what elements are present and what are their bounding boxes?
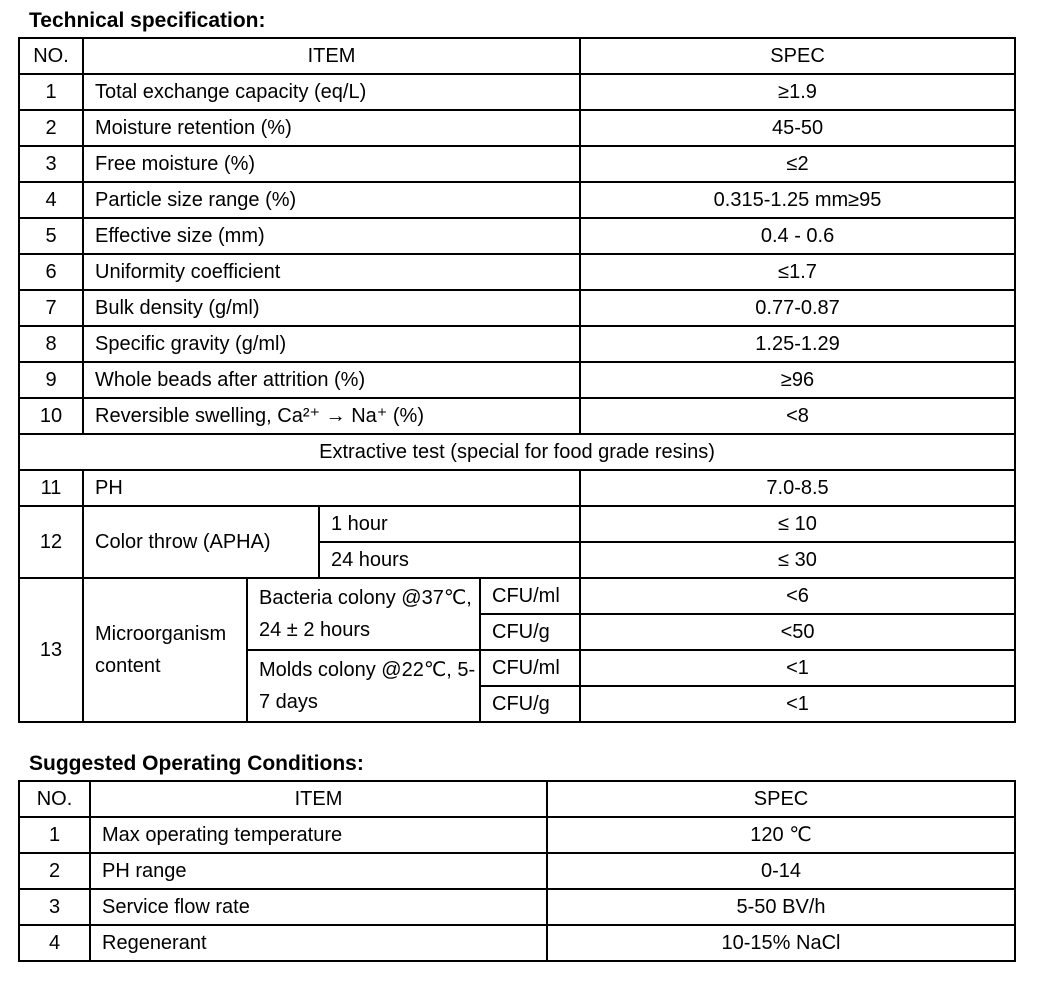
row-no: 1 bbox=[19, 817, 90, 853]
row-no: 4 bbox=[19, 182, 83, 218]
table-row bbox=[19, 74, 1015, 110]
header-item: ITEM bbox=[90, 781, 547, 817]
operating-conditions-table bbox=[18, 780, 1016, 962]
row-no: 8 bbox=[19, 326, 83, 362]
row-spec: ≤ 30 bbox=[580, 542, 1015, 578]
row-no: 3 bbox=[19, 889, 90, 925]
header-item: ITEM bbox=[83, 38, 580, 74]
header-spec: SPEC bbox=[580, 38, 1015, 74]
row-no: 5 bbox=[19, 218, 83, 254]
row-spec: <1 bbox=[580, 686, 1015, 722]
row-item: PH bbox=[83, 470, 580, 506]
row-item: Bulk density (g/ml) bbox=[83, 290, 580, 326]
unit-cell: CFU/ml bbox=[480, 650, 580, 686]
table-row bbox=[19, 110, 1015, 146]
row-spec: 5-50 BV/h bbox=[547, 889, 1015, 925]
table-row bbox=[19, 218, 1015, 254]
row-item: Moisture retention (%) bbox=[83, 110, 580, 146]
table-row bbox=[19, 398, 1015, 434]
row-item: PH range bbox=[90, 853, 547, 889]
molds-colony-label: Molds colony @22℃, 5-7 days bbox=[247, 650, 480, 722]
row-no: 7 bbox=[19, 290, 83, 326]
color-throw-item: Color throw (APHA) bbox=[83, 506, 319, 578]
row-item: Reversible swelling, Ca²⁺ → Na⁺ (%) bbox=[83, 398, 580, 434]
row-spec: 120 ℃ bbox=[547, 817, 1015, 853]
table-row bbox=[19, 470, 1015, 506]
table-row bbox=[19, 182, 1015, 218]
row-spec: <8 bbox=[580, 398, 1015, 434]
unit-cell: CFU/ml bbox=[480, 578, 580, 614]
row-spec: 0.77-0.87 bbox=[580, 290, 1015, 326]
row-item: Specific gravity (g/ml) bbox=[83, 326, 580, 362]
row-spec: 45-50 bbox=[580, 110, 1015, 146]
row-no: 11 bbox=[19, 470, 83, 506]
row-item: Particle size range (%) bbox=[83, 182, 580, 218]
row-item: Whole beads after attrition (%) bbox=[83, 362, 580, 398]
row-spec: <6 bbox=[580, 578, 1015, 614]
row-item: Uniformity coefficient bbox=[83, 254, 580, 290]
row-spec: ≤1.7 bbox=[580, 254, 1015, 290]
row-spec: 7.0-8.5 bbox=[580, 470, 1015, 506]
row-spec: 1.25-1.29 bbox=[580, 326, 1015, 362]
extractive-test-title: Extractive test (special for food grade resins) bbox=[19, 434, 1015, 470]
table-row bbox=[19, 254, 1015, 290]
row-spec: 10-15% NaCl bbox=[547, 925, 1015, 961]
table-row bbox=[19, 925, 1015, 961]
row-spec: 0-14 bbox=[547, 853, 1015, 889]
row-item: Total exchange capacity (eq/L) bbox=[83, 74, 580, 110]
row-item: Service flow rate bbox=[90, 889, 547, 925]
color-throw-row bbox=[19, 506, 1015, 542]
micro-row bbox=[19, 578, 1015, 614]
table-header-row bbox=[19, 781, 1015, 817]
table-row bbox=[19, 817, 1015, 853]
bacteria-colony-label: Bacteria colony @37℃, 24 ± 2 hours bbox=[247, 578, 480, 650]
row-no: 6 bbox=[19, 254, 83, 290]
operating-conditions-heading: Suggested Operating Conditions: bbox=[29, 752, 364, 775]
header-spec: SPEC bbox=[547, 781, 1015, 817]
table-row bbox=[19, 146, 1015, 182]
table-row bbox=[19, 290, 1015, 326]
extractive-test-row bbox=[19, 434, 1015, 470]
table-row bbox=[19, 362, 1015, 398]
table-row bbox=[19, 326, 1015, 362]
table-row bbox=[19, 853, 1015, 889]
header-no: NO. bbox=[19, 781, 90, 817]
row-no: 12 bbox=[19, 506, 83, 578]
row-spec: <50 bbox=[580, 614, 1015, 650]
row-spec: 0.315-1.25 mm≥95 bbox=[580, 182, 1015, 218]
row-spec: ≥1.9 bbox=[580, 74, 1015, 110]
technical-spec-heading: Technical specification: bbox=[29, 9, 266, 32]
row-no: 3 bbox=[19, 146, 83, 182]
row-spec: ≥96 bbox=[580, 362, 1015, 398]
microorganism-item: Microorganism content bbox=[83, 578, 247, 722]
unit-cell: CFU/g bbox=[480, 686, 580, 722]
row-no: 1 bbox=[19, 74, 83, 110]
row-no: 4 bbox=[19, 925, 90, 961]
row-spec: <1 bbox=[580, 650, 1015, 686]
row-no: 10 bbox=[19, 398, 83, 434]
row-spec: 0.4 - 0.6 bbox=[580, 218, 1015, 254]
unit-cell: CFU/g bbox=[480, 614, 580, 650]
row-spec: ≤ 10 bbox=[580, 506, 1015, 542]
row-spec: ≤2 bbox=[580, 146, 1015, 182]
row-no: 2 bbox=[19, 110, 83, 146]
table-header-row bbox=[19, 38, 1015, 74]
row-no: 9 bbox=[19, 362, 83, 398]
row-item: Regenerant bbox=[90, 925, 547, 961]
row-item: Free moisture (%) bbox=[83, 146, 580, 182]
color-throw-label: 24 hours bbox=[319, 542, 580, 578]
row-item: Max operating temperature bbox=[90, 817, 547, 853]
technical-spec-table bbox=[18, 37, 1016, 723]
table-row bbox=[19, 889, 1015, 925]
row-no: 13 bbox=[19, 578, 83, 722]
color-throw-label: 1 hour bbox=[319, 506, 580, 542]
header-no: NO. bbox=[19, 38, 83, 74]
row-item: Effective size (mm) bbox=[83, 218, 580, 254]
row-no: 2 bbox=[19, 853, 90, 889]
